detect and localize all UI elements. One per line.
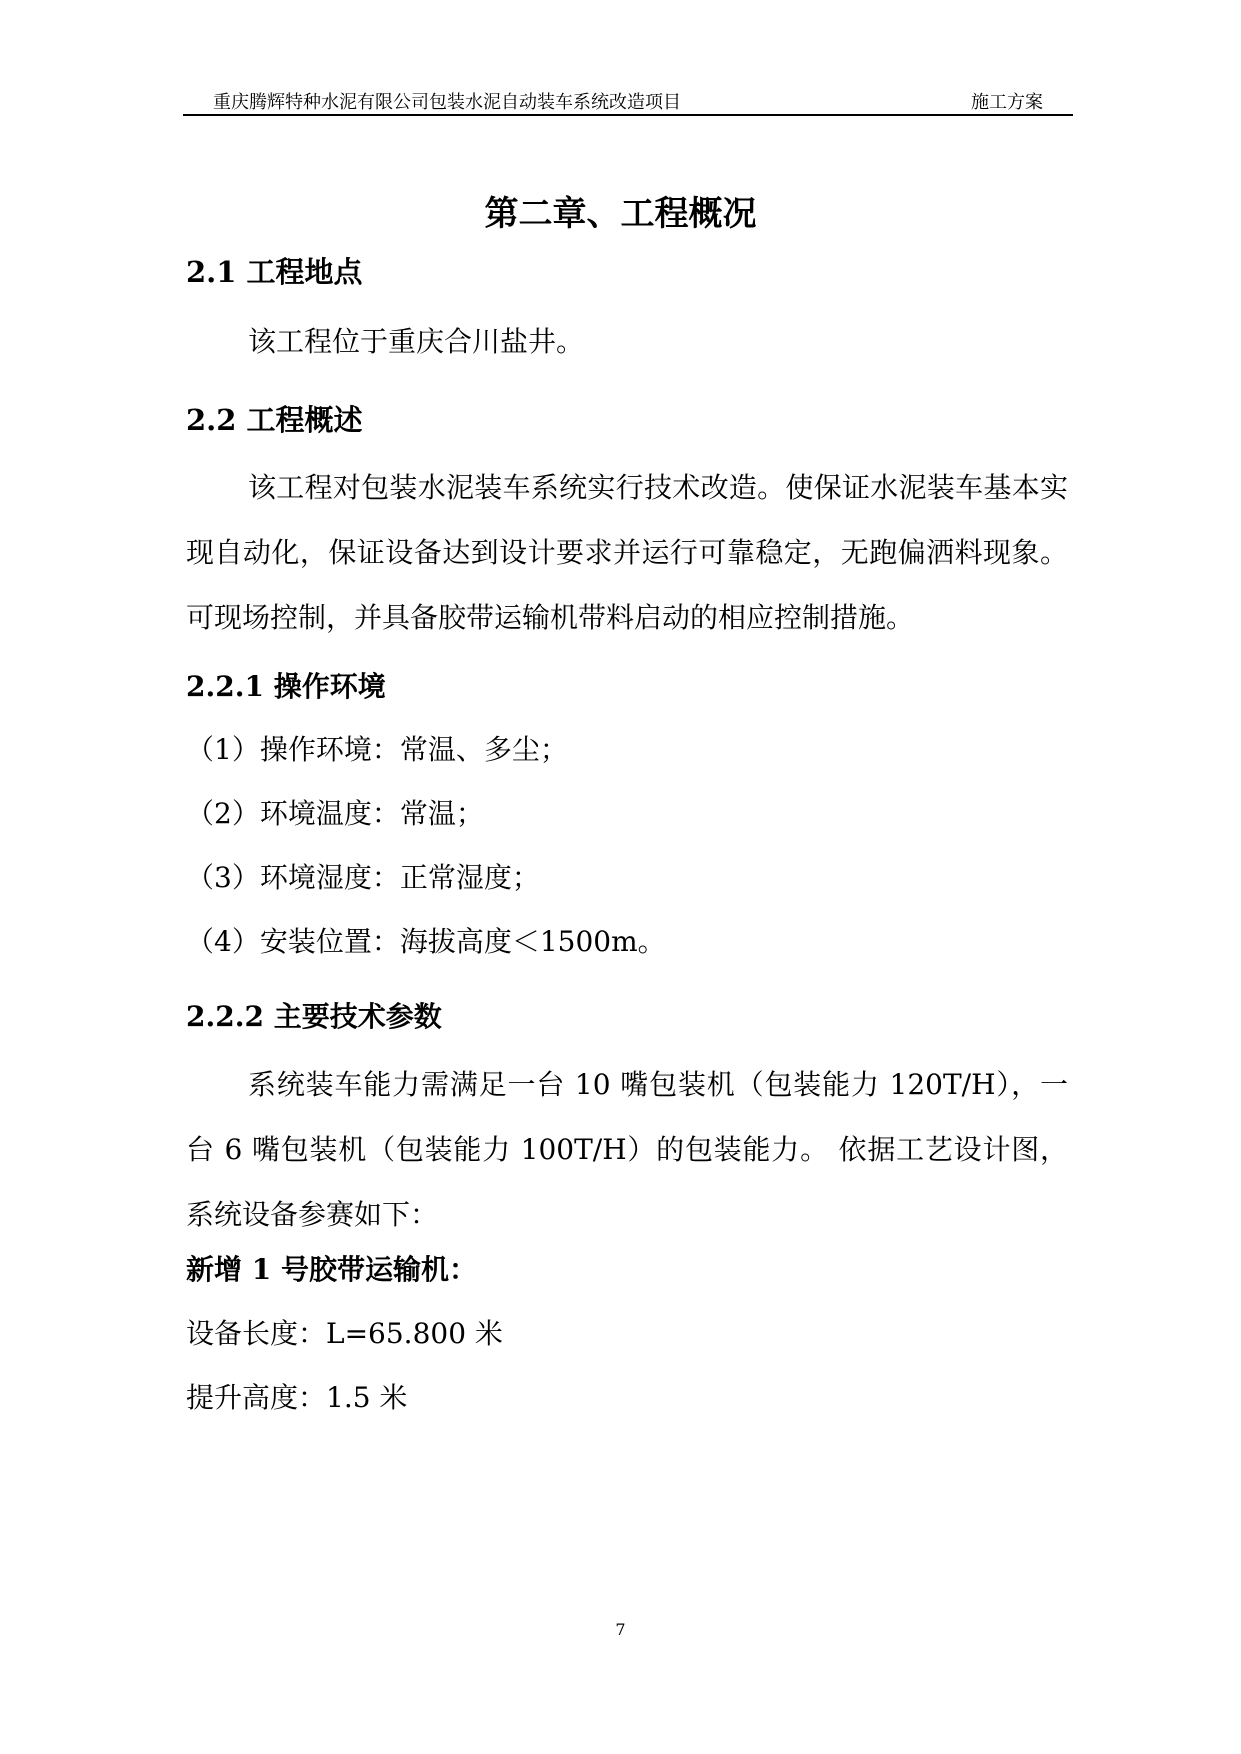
list-item-environment: （1）操作环境：常温、多尘； (186, 733, 568, 766)
section-paragraph-2-2-2: 系统装车能力需满足一台 10 嘴包装机（包装能力 120T/H），一台 6 嘴包装机（包装能力 100T/H）的包装能力。 依据工艺设计图，系统设备参赛如下： (186, 1068, 1068, 1231)
section-heading-2-1: 2.1 工程地点 (186, 255, 363, 289)
param-length: 设备长度：L=65.800 米 (186, 1317, 503, 1350)
section-heading-2-2: 2.2 工程概述 (186, 403, 363, 437)
chapter-title: 第二章、工程概况 (484, 194, 757, 234)
section-heading-2-2-1: 2.2.1 操作环境 (186, 670, 386, 703)
equipment-subheading: 新增 1 号胶带运输机： (186, 1253, 477, 1286)
list-item-humidity: （3）环境湿度：正常湿度； (186, 861, 540, 894)
param-lift-height: 提升高度：1.5 米 (186, 1381, 408, 1414)
list-item-altitude: （4）安装位置：海拔高度＜1500m。 (186, 925, 666, 958)
section-heading-2-2-2: 2.2.2 主要技术参数 (186, 1000, 442, 1033)
page-header (183, 88, 1073, 116)
header-project-title: 重庆腾辉特种水泥有限公司包装水泥自动装车系统改造项目 (213, 92, 681, 113)
section-paragraph-2-2: 该工程对包装水泥装车系统实行技术改造。使保证水泥装车基本实现自动化，保证设备达到设计要求并运行可靠稳定，无跑偏洒料现象。可现场控制，并具备胶带运输机带料启动的相应控制措施。 (186, 471, 1068, 634)
section-text-2-1: 该工程位于重庆合川盐井。 (248, 325, 585, 358)
header-document-type: 施工方案 (971, 92, 1043, 113)
list-item-temperature: （2）环境温度：常温； (186, 797, 484, 830)
page-number: 7 (615, 1620, 626, 1639)
